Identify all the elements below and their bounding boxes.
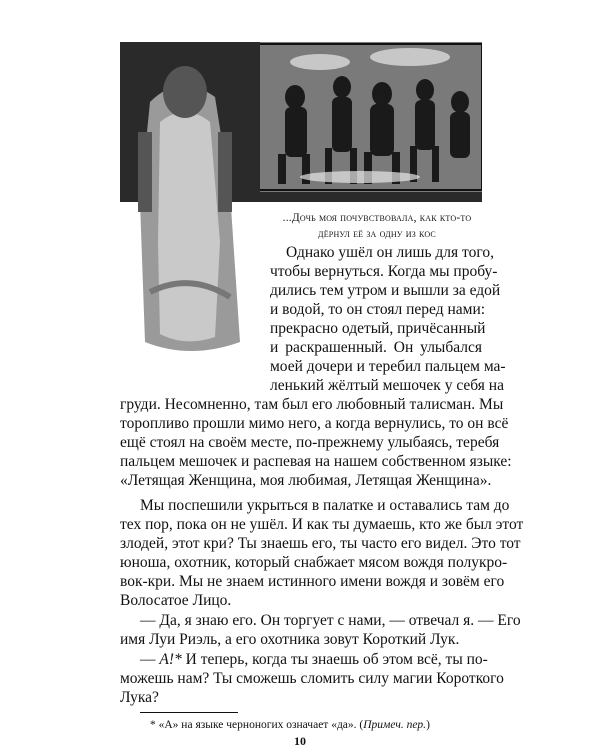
body-line: торопливо прошли мимо него, а когда вернулись, то он всё: [120, 415, 509, 432]
dialogue-exclamation: А!*: [159, 651, 182, 668]
footnote-close: ): [426, 719, 430, 731]
body-line: прекрасно одетый, причёсанный: [270, 320, 486, 337]
woman-figure-icon: [120, 42, 260, 360]
footnote-italic: Примеч. пер.: [363, 719, 427, 731]
dialogue-dash: —: [140, 651, 160, 668]
body-line: Волосатое Лицо.: [120, 592, 232, 609]
body-line: и раскрашенный. Он улыбался: [270, 339, 482, 356]
caption-line-2: дёрнул её за одну из кос: [318, 228, 436, 240]
body-line: дились тем утром и вышли за едой: [270, 282, 501, 299]
body-line: «Летящая Женщина, моя любимая, Летящая Женщина».: [120, 472, 492, 489]
body-line: Лука?: [120, 689, 159, 706]
caption-line-1: ...Дочь моя почувствовала, как кто-то: [282, 212, 472, 224]
body-line: Мы поспешили укрыться в палатке и оставались там до: [140, 497, 510, 514]
dialogue-rest: И теперь, когда ты знаешь об этом всё, ты по-: [185, 651, 488, 668]
body-line: ещё стоял на своём месте, по-прежнему улыбаясь, теребя: [120, 434, 500, 451]
body-line: ленький жёлтый мешочек у себя на: [270, 377, 504, 394]
body-line: юноша, охотник, который снабжает мясом вождя полукро-: [120, 554, 508, 571]
dialogue-line: [140, 650, 488, 669]
footnote-marker: *: [150, 719, 156, 731]
body-line: моей дочери и теребил пальцем ма-: [270, 358, 506, 375]
body-line: Однако ушёл он лишь для того,: [286, 244, 494, 261]
body-line: груди. Несомненно, там был его любовный талисман. Мы: [120, 396, 504, 413]
body-line: и водой, то он стоял перед нами:: [270, 301, 486, 318]
body-line: имя Луи Риэль, а его охотника зовут Короткий Лук.: [120, 631, 460, 648]
body-line: пальцем мешочек и распевая на нашем собственном языке:: [120, 453, 512, 470]
page-number: 10: [294, 734, 306, 748]
illustration-figure: [120, 42, 260, 360]
footnote: [150, 718, 490, 733]
illustration-caption: [262, 210, 492, 242]
body-line: чтобы вернуться. Когда мы пробу-: [270, 263, 498, 280]
footnote-rule: [140, 712, 238, 713]
body-line: вок-кри. Мы не знаем истинного имени вождя и зовём его: [120, 573, 505, 590]
footnote-text: «А» на языке черноногих означает «да». (: [158, 719, 364, 731]
body-line: злодей, этот кри? Ты знаешь его, ты часто его видел. Это тот: [120, 535, 521, 552]
body-line: тех пор, пока он не ушёл. И как ты думаешь, кто же был этот: [120, 516, 524, 533]
body-line: — Да, я знаю его. Он торгует с нами, — отвечал я. — Его: [140, 612, 521, 629]
body-line: можешь нам? Ты сможешь сломить силу магии Короткого: [120, 670, 504, 687]
